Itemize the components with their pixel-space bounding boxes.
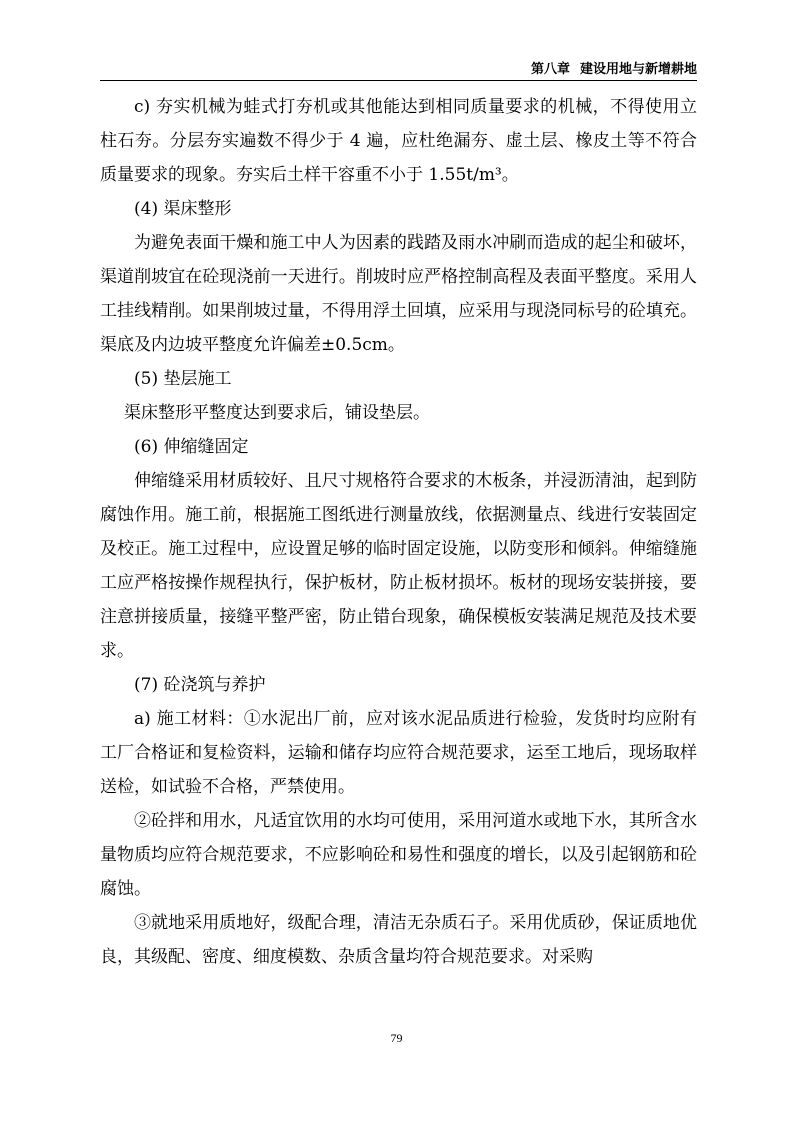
paragraph-expansion-joint: 伸缩缝采用材质较好、且尺寸规格符合要求的木板条，并浸沥清油，起到防腐蚀作用。施工前，根据施工图纸进行测量放线，依据测量点、线进行安装固定及校正。施工过程中，应设置足够的临时固定设施，以防变形和倾斜。伸缩缝施工应严格按操作规程执行，保护板材，防止板材损坏。板材的现场安装拼接，要注意拼接质量，接缝平整严密，防止错台现象，确保模板安装满足规范及技术要求。: [100, 471, 697, 661]
paragraph-compaction: c) 夯实机械为蛙式打夯机或其他能达到相同质量要求的机械，不得使用立柱石夯。分层夯实遍数不得少于 4 遍，应杜绝漏夯、虚土层、橡皮土等不符合质量要求的现象。夯实后土样干容重不小于 1.55t/m³。: [100, 97, 697, 185]
running-header: [100, 58, 697, 77]
paragraph-materials-cement: a) 施工材料：①水泥出厂前，应对该水泥品质进行检验，发货时均应附有工厂合格证和复检资料，运输和储存均应符合规范要求，运至工地后，现场取样送检，如试验不合格，严禁使用。: [100, 709, 697, 797]
heading-channel-shaping: (4) 渠床整形: [134, 199, 232, 219]
heading-cushion-layer: (5) 垫层施工: [134, 369, 232, 389]
chapter-title: 建设用地与新增耕地: [579, 62, 697, 77]
chapter-number: 第八章: [530, 62, 570, 77]
paragraph-cushion-layer: 渠床整形平整度达到要求后，铺设垫层。: [124, 403, 430, 423]
body-text: [100, 90, 697, 974]
header-rule: [100, 80, 697, 81]
paragraph-channel-shaping: 为避免表面干燥和施工中人为因素的践踏及雨水冲刷而造成的起尘和破坏，渠道削坡宜在砼现浇前一天进行。削坡时应严格控制高程及表面平整度。采用人工挂线精削。如果削坡过量，不得用浮土回填，应采用与现浇同标号的砼填充。渠底及内边坡平整度允许偏差±0.5cm。: [100, 233, 697, 355]
heading-concrete-pouring: (7) 砼浇筑与养护: [134, 675, 266, 695]
paragraph-materials-water: ②砼拌和用水，凡适宜饮用的水均可使用，采用河道水或地下水，其所含水量物质均应符合规范要求，不应影响砼和易性和强度的增长，以及引起钢筋和砼腐蚀。: [100, 811, 697, 899]
page-number: 79: [390, 1031, 403, 1045]
paragraph-materials-aggregate: ③就地采用质地好，级配合理，清洁无杂质石子。采用优质砂，保证质地优良，其级配、密度、细度模数、杂质含量均符合规范要求。对采购: [100, 913, 697, 967]
heading-expansion-joint: (6) 伸缩缝固定: [134, 437, 249, 457]
